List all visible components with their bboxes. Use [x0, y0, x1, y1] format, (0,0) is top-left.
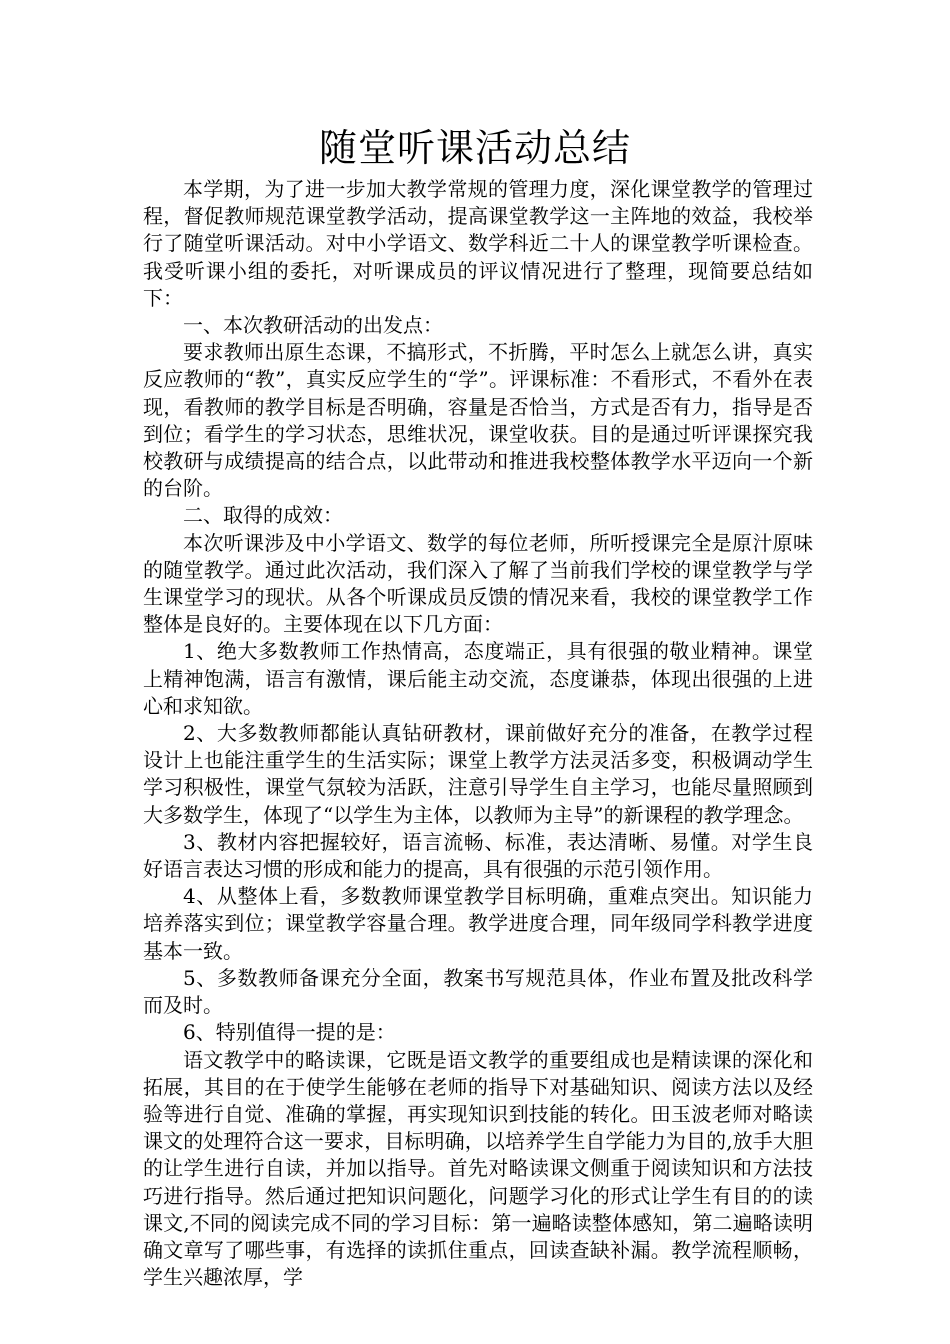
list-item-3: 3、教材内容把握较好，语言流畅、标准，表达清晰、易懂。对学生良好语言表达习惯的形成和能力的提高，具有很强的示范引领作用。	[143, 829, 813, 882]
list-item-5: 5、多数教师备课充分全面，教案书写规范具体，作业布置及批改科学而及时。	[143, 965, 813, 1018]
paragraph-results: 本次听课涉及中小学语文、数学的每位老师，所听授课完全是原汁原味的随堂教学。通过此次活动，我们深入了解了当前我们学校的课堂教学与学生课堂学习的现状。从各个听课成员反馈的情况来看，我校的课堂教学工作整体是良好的。主要体现在以下几方面：	[143, 530, 813, 637]
paragraph-intro: 本学期，为了进一步加大教学常规的管理力度，深化课堂教学的管理过程，督促教师规范课堂教学活动，提高课堂教学这一主阵地的效益，我校举行了随堂听课活动。对中小学语文、数学科近二十人的课堂教学听课检查。我受听课小组的委托，对听课成员的评议情况进行了整理，现简要总结如下：	[143, 177, 813, 310]
section-heading-2: 二、取得的成效：	[183, 503, 343, 528]
list-item-4: 4、从整体上看，多数教师课堂教学目标明确，重难点突出。知识能力培养落实到位；课堂教学容量合理。教学进度合理，同年级同学科教学进度基本一致。	[143, 884, 813, 963]
document-title: 随堂听课活动总结	[318, 126, 631, 170]
section-heading-1: 一、本次教研活动的出发点：	[183, 313, 443, 338]
list-item-2: 2、大多数教师都能认真钻研教材，课前做好充分的准备，在教学过程设计上也能注重学生的生活实际；课堂上教学方法灵活多变，积极调动学生学习积极性，课堂气氛较为活跃，注意引导学生自主学习，也能尽量照顾到大多数学生，体现了“以学生为主体，以教师为主导”的新课程的教学理念。	[143, 721, 813, 827]
paragraph-reading-lesson: 语文教学中的略读课，它既是语文教学的重要组成也是精读课的深化和拓展，其目的在于使学生能够在老师的指导下对基础知识、阅读方法以及经验等进行自觉、准确的掌握，再实现知识到技能的转化。田玉波老师对略读课文的处理符合这一要求，目标明确，以培养学生自学能力为目的,放手大胆的让学生进行自读，并加以指导。首先对略读课文侧重于阅读知识和方法技巧进行指导。然后通过把知识问题化，问题学习化的形式让学生有目的的读课文,不同的阅读完成不同的学习目标：第一遍略读整体感知，第二遍略读明确文章写了哪些事，有选择的读抓住重点，回读查缺补漏。教学流程顺畅，学生兴趣浓厚，学	[143, 1047, 813, 1290]
list-item-1: 1、绝大多数教师工作热情高，态度端正，具有很强的敬业精神。课堂上精神饱满，语言有激情，课后能主动交流，态度谦恭，体现出很强的上进心和求知欲。	[143, 639, 813, 718]
paragraph-starting-point: 要求教师出原生态课，不搞形式，不折腾，平时怎么上就怎么讲，真实反应教师的“教”，真实反应学生的“学”。评课标准：不看形式，不看外在表现，看教师的教学目标是否明确，容量是否恰当，方式是否有力，指导是否到位；看学生的学习状态，思维状况，课堂收获。目的是通过听评课探究我校教研与成绩提高的结合点，以此带动和推进我校整体教学水平迈向一个新的台阶。	[143, 340, 813, 501]
document-body	[143, 176, 813, 1291]
list-item-6: 6、特别值得一提的是：	[183, 1020, 396, 1045]
